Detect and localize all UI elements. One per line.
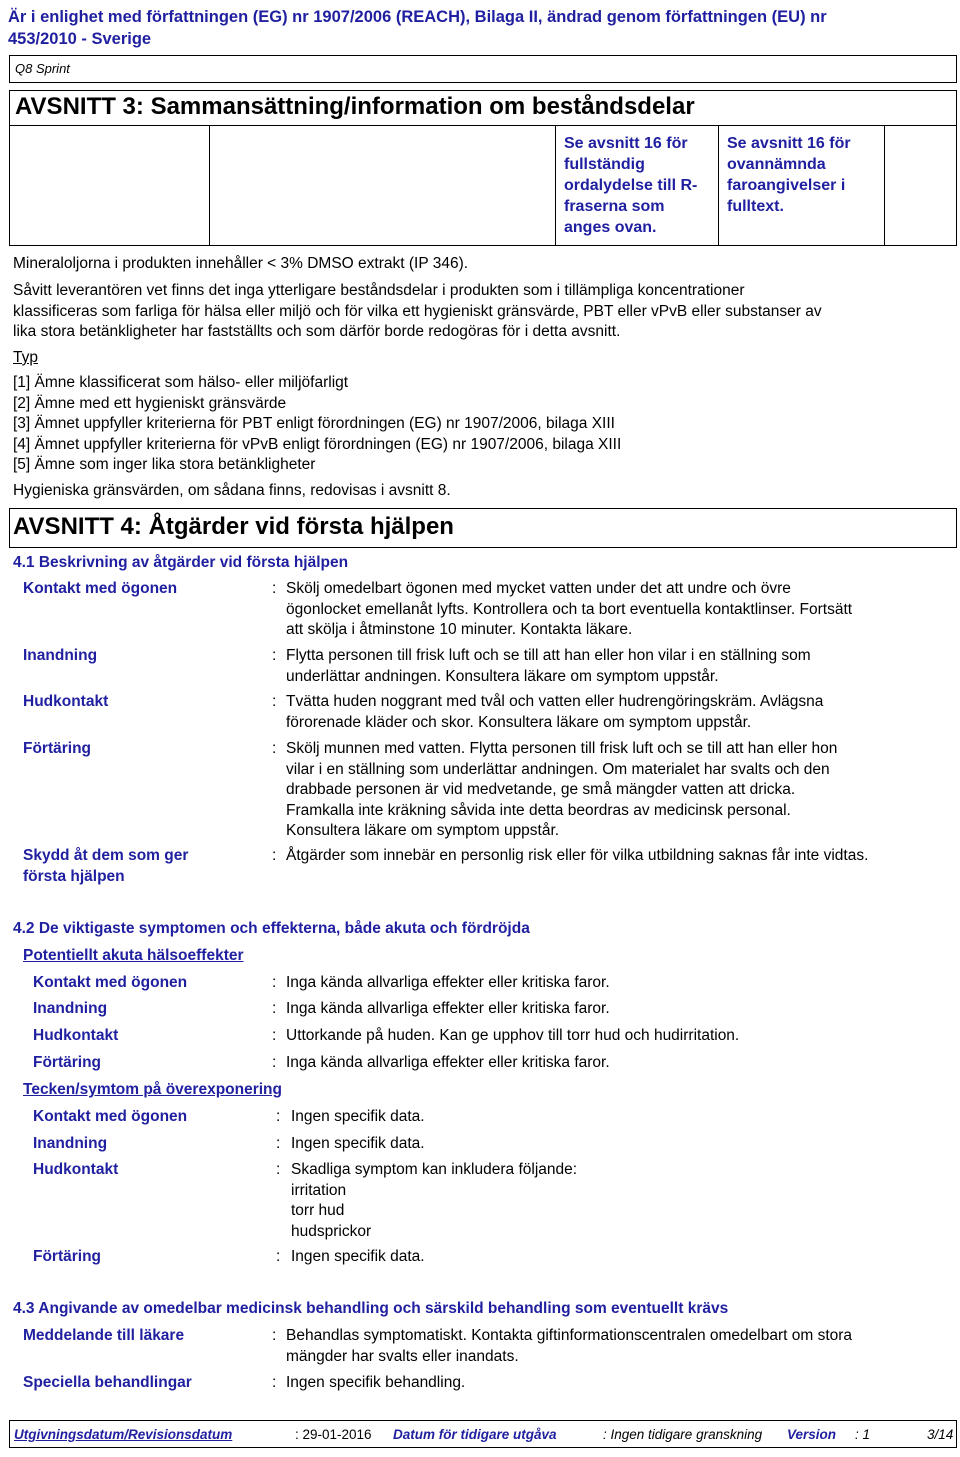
section-4-header bbox=[9, 508, 957, 548]
signs-text-inhalation: Ingen specifik data. bbox=[291, 1135, 425, 1152]
additional-ingredients-paragraph: Såvitt leverantören vet finns det inga ytterligare beståndsdelar i produkten som i tillämpliga koncentrationer klassificeras som farliga för hälsa eller miljö och för vilka ett hygieniskt gränsvärde, PBT eller vPvB eller substanser av lika stora betänkligheter har fastställts och som därför borde redogöras för i detta avsnitt. bbox=[13, 282, 822, 340]
label-skin-contact: Hudkontakt bbox=[23, 693, 109, 710]
typ-heading: Typ bbox=[13, 349, 38, 366]
signs-label-skin: Hudkontakt bbox=[33, 1161, 119, 1178]
previous-date-value: : Ingen tidigare granskning bbox=[603, 1427, 763, 1442]
product-name: Q8 Sprint bbox=[15, 61, 70, 76]
title-line-1: Är i enlighet med författningen (EG) nr 1907/2006 (REACH), Bilaga II, ändrad genom författningen (EU) nr bbox=[8, 8, 827, 26]
version-label: Version bbox=[787, 1427, 837, 1442]
subsection-4-1: 4.1 Beskrivning av åtgärder vid första hjälpen bbox=[13, 554, 349, 571]
acute-text-eye: Inga kända allvarliga effekter eller kritiska faror. bbox=[286, 974, 610, 991]
label-note-to-physician: Meddelande till läkare bbox=[23, 1327, 185, 1344]
subsection-4-3: 4.3 Angivande av omedelbar medicinsk behandling och särskild behandling som eventuellt krävs bbox=[13, 1300, 729, 1317]
list-item: [2] Ämne med ett hygieniskt gränsvärde bbox=[13, 394, 287, 412]
table-divider bbox=[209, 125, 210, 245]
table-divider bbox=[718, 125, 719, 245]
signs-symptoms-heading: Tecken/symtom på överexponering bbox=[23, 1081, 282, 1098]
page-number: 3/14 bbox=[927, 1427, 954, 1442]
specific-treatments-text: Ingen specifik behandling. bbox=[286, 1374, 466, 1391]
acute-text-inhalation: Inga kända allvarliga effekter eller kritiska faror. bbox=[286, 1000, 610, 1017]
acute-effects-heading: Potentiellt akuta hälsoeffekter bbox=[23, 947, 244, 964]
section-3-header bbox=[9, 90, 957, 126]
signs-label-ingestion: Förtäring bbox=[33, 1248, 102, 1265]
version-value: : 1 bbox=[855, 1427, 871, 1442]
subsection-4-2: 4.2 De viktigaste symptomen och effekterna, både akuta och fördröjda bbox=[13, 920, 530, 937]
signs-label-eye: Kontakt med ögonen bbox=[33, 1108, 188, 1125]
hygiene-note: Hygieniska gränsvärden, om sådana finns, redovisas i avsnitt 8. bbox=[13, 482, 451, 499]
section-4-title: AVSNITT 4: Åtgärder vid första hjälpen bbox=[13, 513, 454, 540]
list-item: [5] Ämne som inger lika stora betänkligheter bbox=[13, 456, 316, 473]
acute-label-skin: Hudkontakt bbox=[33, 1027, 119, 1044]
signs-text-ingestion: Ingen specifik data. bbox=[291, 1248, 425, 1265]
product-name-box bbox=[9, 55, 957, 83]
first-aid-skin-text: Tvätta huden noggrant med tvål och vatten eller hudrengöringskräm. Avlägsna förorenade kläder och skor. Konsultera läkare om symptom uppstår. bbox=[286, 693, 824, 731]
issue-date-label: Utgivningsdatum/Revisionsdatum bbox=[14, 1427, 233, 1442]
label-protection-first-aiders: Skydd åt dem som ger första hjälpen bbox=[23, 847, 189, 885]
acute-label-ingestion: Förtäring bbox=[33, 1054, 102, 1071]
list-item: [3] Ämnet uppfyller kriterierna för PBT enligt förordningen (EG) nr 1907/2006, bilaga XIII bbox=[13, 415, 615, 432]
first-aid-eye-text: Skölj omedelbart ögonen med mycket vatten under det att undre och övre ögonlocket emellanåt lyfts. Kontrollera och ta bort eventuella kontaktlinser. Fortsätt att skölja i åtminstone 10 minuter. Kontakta läkare. bbox=[286, 580, 853, 638]
label-specific-treatments: Speciella behandlingar bbox=[23, 1374, 192, 1391]
acute-text-ingestion: Inga kända allvarliga effekter eller kritiska faror. bbox=[286, 1054, 610, 1071]
signs-text-skin: Skadliga symptom kan inkludera följande: irritation torr hud hudsprickor bbox=[291, 1161, 578, 1240]
label-ingestion: Förtäring bbox=[23, 740, 92, 757]
previous-date-label: Datum för tidigare utgåva bbox=[393, 1427, 557, 1442]
table-divider bbox=[555, 125, 556, 245]
type-list bbox=[13, 373, 948, 476]
title-line-2: 453/2010 - Sverige bbox=[8, 30, 152, 48]
acute-label-eye: Kontakt med ögonen bbox=[33, 974, 188, 991]
first-aid-ingestion-text: Skölj munnen med vatten. Flytta personen till frisk luft och se till att han eller hon vilar i en ställning som underlättar andningen. Om materialet har svalts och den drabbade personen är vid medvetande, ge små mängder vatten att dricka. Framkalla inte kräkning såvida inte detta beordras av medicinsk personal. Konsultera läkare om symptom uppstår. bbox=[286, 740, 838, 839]
hazard-statements-cell: Se avsnitt 16 för ovannämnda faroangivelser i fulltext. bbox=[727, 135, 851, 215]
list-item: [1] Ämne klassificerat som hälso- eller miljöfarligt bbox=[13, 374, 349, 391]
first-aid-inhalation-text: Flytta personen till frisk luft och se till att han eller hon vilar i en ställning som underlättar andningen. Konsultera läkare om symptom uppstår. bbox=[286, 647, 811, 685]
note-to-physician-text: Behandlas symptomatiskt. Kontakta giftinformationscentralen omedelbart om stora mängder har svalts eller inandats. bbox=[286, 1327, 853, 1365]
signs-text-eye: Ingen specifik data. bbox=[291, 1108, 425, 1125]
label-inhalation: Inandning bbox=[23, 647, 98, 664]
table-divider bbox=[884, 125, 885, 245]
mineral-oil-note: Mineraloljorna i produkten innehåller < 3% DMSO extrakt (IP 346). bbox=[13, 255, 469, 272]
r-phrases-cell: Se avsnitt 16 för fullständig ordalydelse till R- fraserna som anges ovan. bbox=[564, 135, 698, 236]
signs-label-inhalation: Inandning bbox=[33, 1135, 108, 1152]
section-3-title: AVSNITT 3: Sammansättning/information om beståndsdelar bbox=[15, 93, 695, 120]
document-title bbox=[8, 6, 948, 50]
first-aid-protection-text: Åtgärder som innebär en personlig risk eller för vilka utbildning saknas får inte vidtas. bbox=[286, 847, 869, 864]
issue-date-value: : 29-01-2016 bbox=[295, 1427, 372, 1442]
list-item: [4] Ämnet uppfyller kriterierna för vPvB enligt förordningen (EG) nr 1907/2006, bilaga XIII bbox=[13, 435, 622, 453]
acute-label-inhalation: Inandning bbox=[33, 1000, 108, 1017]
label-eye-contact: Kontakt med ögonen bbox=[23, 580, 178, 597]
composition-table bbox=[9, 125, 957, 246]
page-footer bbox=[9, 1420, 957, 1448]
acute-text-skin: Uttorkande på huden. Kan ge upphov till torr hud och hudirritation. bbox=[286, 1027, 740, 1044]
